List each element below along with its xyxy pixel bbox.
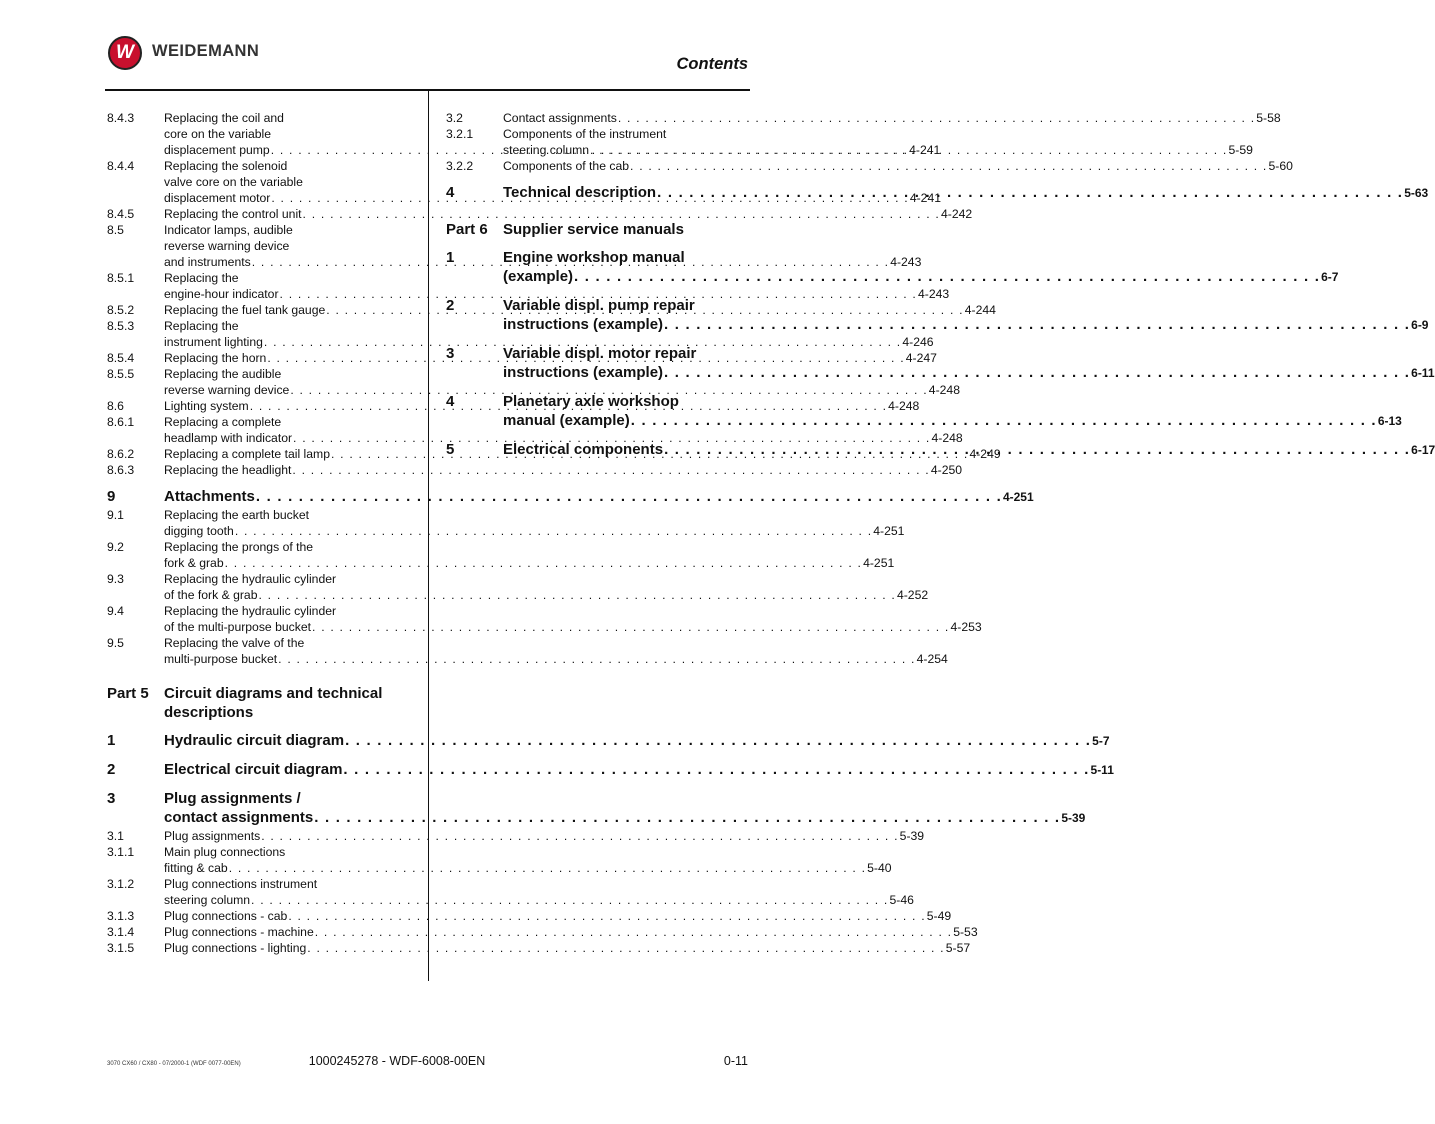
toc-entry-number: 3.2.1 (446, 127, 474, 141)
toc-entry-number: 8.5.4 (107, 351, 135, 365)
toc-entry-title: digging tooth (164, 524, 234, 538)
toc-dot-leader (574, 267, 1320, 286)
toc-entry-title: Replacing the horn (164, 351, 267, 365)
toc-page-number: 4-246 (902, 335, 934, 349)
toc-dot-leader (630, 158, 1267, 174)
toc-entry-title: of the fork & grab (164, 588, 258, 602)
toc-entry-title: Contact assignments (503, 111, 617, 125)
toc-page-number: 4-243 (917, 287, 950, 301)
toc-dot-leader (631, 411, 1377, 430)
toc-entry-title: displacement motor (164, 191, 271, 205)
toc-entry-title: Main plug connections (164, 845, 286, 859)
toc-entry-title: Attachments (164, 488, 255, 505)
toc-entry-title: Plug connections - machine (164, 925, 314, 939)
toc-entry-title: Planetary axle workshop (503, 393, 679, 410)
toc-page-number: 6-17 (1411, 443, 1435, 457)
toc-entry-number: 4 (446, 184, 455, 201)
toc-entry (107, 539, 895, 571)
toc-entry-title: Replacing the hydraulic cylinder (164, 572, 337, 586)
toc-entry-title: contact assignments (164, 809, 314, 826)
toc-dot-leader (251, 892, 888, 908)
toc-entry-number: 8.5.1 (107, 271, 135, 285)
toc-page-number: 4-251 (873, 524, 905, 538)
toc-entry-title: Indicator lamps, audible (164, 223, 293, 237)
toc-page-number: 4-248 (888, 399, 920, 413)
toc-entry-title: Plug assignments (164, 829, 261, 843)
toc-entry-title: descriptions (164, 704, 254, 721)
toc-entry-title: Components of the cab (503, 159, 630, 173)
toc-page-number: 4-248 (928, 383, 960, 397)
toc-entry-number: 2 (446, 297, 455, 314)
toc-entry-number: 8.6.3 (107, 463, 135, 477)
toc-entry-number: 1 (107, 732, 116, 749)
toc-entry (107, 635, 948, 667)
toc-page-number: 5-46 (889, 893, 914, 907)
toc-entry-title: Replacing a complete tail lamp (164, 447, 330, 461)
toc-page-number: 4-251 (1002, 490, 1034, 504)
toc-page-number: 4-249 (969, 447, 1001, 461)
toc-dot-leader (288, 908, 925, 924)
toc-dot-leader (259, 587, 896, 603)
toc-page-number: 5-63 (1404, 186, 1429, 200)
toc-entry (107, 206, 973, 222)
toc-entry-number: 3 (446, 345, 455, 362)
toc-entry-title: steering column (164, 893, 251, 907)
toc-entry-number: 3.1.1 (107, 845, 135, 859)
toc-entry-title: multi-purpose bucket (164, 652, 278, 666)
toc-entry-number: 9.1 (107, 508, 124, 522)
toc-page-number: 5-59 (1228, 143, 1253, 157)
toc-dot-leader (312, 619, 949, 635)
toc-entry-title: fitting & cab (164, 861, 228, 875)
toc-entry-title: Replacing the (164, 319, 239, 333)
toc-entry-title: fork & grab (164, 556, 224, 570)
toc-entry-title: Replacing the hydraulic cylinder (164, 604, 337, 618)
toc-dot-leader (278, 651, 915, 667)
toc-entry (107, 908, 952, 924)
toc-entry-title: Hydraulic circuit diagram (164, 732, 345, 749)
toc-entry-number: 3.1.4 (107, 925, 135, 939)
toc-entry-number: 3 (107, 790, 116, 807)
toc-dot-leader (590, 142, 1227, 158)
toc-page-number: 4-251 (863, 556, 895, 570)
toc-entry (446, 110, 1281, 126)
toc-entry-number: 3.2 (446, 111, 463, 125)
toc-page-number: 4-241 (909, 143, 941, 157)
toc-entry-title: Circuit diagrams and technical (164, 685, 383, 702)
toc-entry-number: 9.3 (107, 572, 124, 586)
toc-entry-title: Replacing the headlight (164, 463, 292, 477)
toc-entry-title: Replacing the earth bucket (164, 508, 309, 522)
toc-entry-number: 8.4.3 (107, 111, 135, 125)
toc-entry-title: of the multi-purpose bucket (164, 620, 312, 634)
toc-entry-number: 9.2 (107, 540, 124, 554)
toc-dot-leader (292, 462, 929, 478)
toc-entry-number: 2 (107, 761, 116, 778)
toc-page-number: 5-11 (1090, 763, 1114, 777)
toc-entry-number: 8.5.3 (107, 319, 135, 333)
toc-page-number: 5-60 (1268, 159, 1293, 173)
toc-part-heading (446, 220, 749, 239)
toc-entry-title: manual (example) (503, 412, 630, 429)
toc-dot-leader (307, 940, 944, 956)
toc-dot-leader (664, 363, 1410, 382)
weidemann-logo-icon: W (108, 36, 142, 70)
toc-entry (107, 940, 971, 956)
toc-page-number: 4-250 (930, 463, 963, 477)
toc-dot-leader (343, 760, 1089, 779)
toc-entry-title: reverse warning device (164, 383, 290, 397)
toc-chapter-entry (107, 760, 1114, 780)
toc-entry (107, 603, 982, 635)
toc-entry-title: Variable displ. pump repair (503, 297, 695, 314)
toc-entry-title: valve core on the variable (164, 175, 303, 189)
toc-entry-title: instrument lighting (164, 335, 263, 349)
toc-page-number: 4-241 (909, 191, 941, 205)
toc-page-number: 6-13 (1377, 414, 1402, 428)
toc-dot-leader (314, 808, 1060, 827)
toc-page-number: 4-248 (931, 431, 963, 445)
toc-entry-title: steering column (503, 143, 590, 157)
toc-entry-title: Electrical components (503, 441, 664, 458)
toc-entry-title: instructions (example) (503, 316, 664, 333)
toc-entry-number: 9 (107, 488, 116, 505)
toc-entry (107, 876, 914, 908)
toc-page-number: 4-254 (916, 652, 948, 666)
toc-entry-number: 5 (446, 441, 455, 458)
toc-dot-leader (618, 110, 1255, 126)
toc-entry-title: Replacing the valve of the (164, 636, 305, 650)
toc-entry-title: Variable displ. motor repair (503, 345, 697, 362)
toc-entry-number: 3.1.5 (107, 941, 135, 955)
toc-entry-title: Engine workshop manual (503, 249, 685, 266)
toc-page-number: 5-53 (953, 925, 978, 939)
toc-entry-title: reverse warning device (164, 239, 290, 253)
toc-entry-number: 9.5 (107, 636, 124, 650)
toc-page-number: 5-39 (1061, 811, 1086, 825)
toc-entry-number: 3.2.2 (446, 159, 474, 173)
toc-entry-number: 3.1.3 (107, 909, 135, 923)
toc-page-number: 4-244 (964, 303, 996, 317)
toc-entry-title: Electrical circuit diagram (164, 761, 343, 778)
toc-dot-leader (315, 924, 952, 940)
toc-entry-title: Plug connections - cab (164, 909, 288, 923)
toc-entry-title: Replacing the (164, 271, 239, 285)
toc-entry-title: (example) (503, 268, 574, 285)
toc-entry-title: Replacing the fuel tank gauge (164, 303, 326, 317)
toc-page-number: 6-11 (1411, 366, 1435, 380)
brand-name: WEIDEMANN (152, 42, 260, 60)
toc-entry-title: Replacing the audible (164, 367, 282, 381)
toc-entry-title: Lighting system (164, 399, 249, 413)
toc-entry-number: 4 (446, 393, 455, 410)
toc-chapter-entry (107, 789, 1086, 828)
toc-entry-title: core on the variable (164, 127, 272, 141)
toc-entry-title: Components of the instrument (503, 127, 667, 141)
toc-entry-number: 8.4.5 (107, 207, 135, 221)
toc-entry-title: Replacing the prongs of the (164, 540, 314, 554)
toc-page-number: 4-253 (950, 620, 982, 634)
toc-page-number: 6-9 (1411, 318, 1429, 332)
toc-entry (107, 828, 925, 844)
toc-dot-leader (657, 183, 1403, 202)
toc-page-number: 4-243 (890, 255, 922, 269)
toc-dot-leader (256, 487, 1002, 506)
toc-page-number: 5-7 (1092, 734, 1110, 748)
toc-entry-title: displacement pump (164, 143, 270, 157)
toc-entry-number: 8.4.4 (107, 159, 135, 173)
toc-dot-leader (345, 731, 1091, 750)
toc-entry-title: Replacing the control unit (164, 207, 302, 221)
toc-entry-number: 1 (446, 249, 455, 266)
toc-entry-number: 3.1.2 (107, 877, 135, 891)
toc-page-number: 5-58 (1256, 111, 1281, 125)
toc-entry-title: Supplier service manuals (503, 221, 684, 238)
page-title: Contents (676, 55, 748, 73)
toc-entry-title: Plug connections instrument (164, 877, 318, 891)
toc-entry-title: Replacing a complete (164, 415, 282, 429)
toc-entry-number: 3.1 (107, 829, 124, 843)
toc-page-number: 4-252 (896, 588, 929, 602)
toc-entry (107, 571, 929, 603)
toc-dot-leader (235, 523, 872, 539)
footer-order-number: 1000245278 - WDF-6008-00EN (308, 1054, 486, 1068)
toc-dot-leader (225, 555, 862, 571)
toc-entry-title: headlamp with indicator (164, 431, 293, 445)
toc-entry-number: Part 6 (446, 221, 488, 238)
toc-dot-leader (261, 828, 898, 844)
toc-entry (446, 158, 1293, 174)
toc-entry-title: Plug connections - lighting (164, 941, 307, 955)
toc-entry-number: 9.4 (107, 604, 124, 618)
footer-document-code: 3070 CX60 / CX80 - 07/2000-1 (WDF 0077-00EN) (107, 1061, 241, 1067)
toc-page-number: 5-57 (945, 941, 971, 955)
toc-dot-leader (664, 315, 1410, 334)
toc-entry-number: 8.6.1 (107, 415, 135, 429)
toc-entry-title: Replacing the coil and (164, 111, 284, 125)
toc-page-number: 4-247 (905, 351, 937, 365)
toc-entry-number: Part 5 (107, 685, 149, 702)
toc-page-number: 6-7 (1321, 270, 1339, 284)
toc-entry-title: Technical description (503, 184, 657, 201)
toc-entry-number: 8.5.5 (107, 367, 135, 381)
toc-chapter-entry (107, 487, 1034, 507)
toc-entry (107, 507, 905, 539)
toc-entry-number: 8.5.2 (107, 303, 135, 317)
toc-entry-number: 8.6.2 (107, 447, 135, 461)
toc-entry-number: 8.6 (107, 399, 124, 413)
toc-entry-title: instructions (example) (503, 364, 664, 381)
toc-page-number: 5-39 (899, 829, 925, 843)
toc-entry-title: and instruments (164, 255, 251, 269)
toc-entry (107, 844, 892, 876)
toc-entry (107, 462, 963, 478)
toc-entry (107, 924, 978, 940)
toc-dot-leader (664, 440, 1410, 459)
toc-page-number: 5-49 (926, 909, 952, 923)
footer-page-number: 0-11 (723, 1054, 748, 1068)
toc-entry-number: 8.5 (107, 223, 124, 237)
toc-dot-leader (229, 860, 866, 876)
toc-part-heading (107, 684, 411, 722)
toc-page-number: 5-40 (867, 861, 892, 875)
toc-entry-title: engine-hour indicator (164, 287, 279, 301)
toc-entry-title: Plug assignments / (164, 790, 301, 807)
toc-entry-title: Replacing the solenoid (164, 159, 288, 173)
toc-page-number: 4-242 (941, 207, 973, 221)
toc-chapter-entry (107, 731, 1110, 751)
